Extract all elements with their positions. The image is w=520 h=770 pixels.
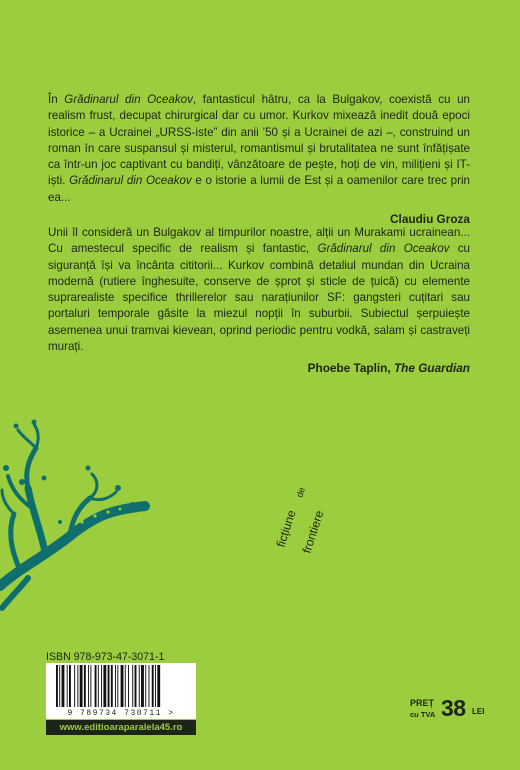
series-logo-line1: ficțiune bbox=[273, 508, 299, 549]
barcode-bar bbox=[149, 665, 150, 707]
barcode-bar bbox=[88, 665, 89, 707]
review-author: Phoebe Taplin, The Guardian bbox=[307, 361, 470, 376]
isbn: ISBN 978-973-47-3071-1 bbox=[46, 651, 165, 663]
barcode-bar bbox=[103, 665, 106, 707]
barcode-bar bbox=[135, 665, 137, 707]
review-text: În Grădinarul din Oceakov, fantasticul hâtru, ca la Bulgakov, coexistă cu un realism frust, decupat chirurgical dar cu umor. Kurkov mixează inedit două epoci istorice – a Ucrainei „URSS-iste” din anii ’50 și a Ucrainei de azi –, construind un roman în care suspansul și misterul, romantismul și brutalitatea ne sunt înfățișate ca într-un joc captivant cu bandiți, vânzătoare de pește, hoți de vin, milițieni și IT-iști. Grădinarul din Oceakov e o istorie a lumii de Est și a oamenilor care trec prin ea... bbox=[48, 93, 470, 204]
barcode-bar bbox=[141, 665, 144, 707]
barcode-bar bbox=[145, 665, 146, 707]
barcode-bar bbox=[90, 665, 91, 707]
barcode-bar bbox=[84, 665, 86, 707]
price-value: 38 bbox=[441, 695, 466, 721]
series-logo bbox=[262, 470, 352, 560]
barcode-bar bbox=[155, 665, 156, 707]
barcode-bar bbox=[77, 665, 78, 707]
barcode-bar bbox=[125, 665, 126, 707]
barcode-bar bbox=[80, 665, 83, 707]
price-currency: LEI bbox=[472, 707, 485, 716]
barcode-bar bbox=[62, 665, 65, 707]
barcode-bar bbox=[74, 665, 75, 707]
barcode-bar bbox=[152, 665, 154, 707]
barcode-bar bbox=[59, 665, 60, 707]
price-vat-label: cu TVA bbox=[410, 710, 436, 719]
review-guardian bbox=[48, 225, 470, 377]
barcode-bar bbox=[117, 665, 118, 707]
barcode-bar bbox=[115, 665, 116, 707]
barcode-bar bbox=[56, 665, 58, 707]
barcode-bar bbox=[128, 665, 129, 707]
barcode-bar bbox=[67, 665, 68, 707]
barcode-bar bbox=[101, 665, 102, 707]
review-text: Unii îl consideră un Bulgakov al timpurilor noastre, alții un Murakami ucrainean... Cu amestecul specific de realism și fantastic, Grădinarul din Oceakov cu siguranță își va încânta cititorii... Kurkov combină detaliul mundan din Ucraina modernă (rutiere înghesuite, conserve de șprot și sticle de țuică) cu elemente suprarealiste specifice thrillerelor sau narațiunilor SF: gangsteri cuțitari sau portaluri temporale găsite la miezul nopții în suburbii. Subiectul șerpuiește asemenea unui tramvai kievean, oprind periodic pentru vodkă, salam și castraveți murați. bbox=[48, 226, 471, 354]
review-claudiu-groza bbox=[48, 92, 470, 227]
barcode-bar bbox=[69, 665, 71, 707]
price-tag bbox=[410, 694, 500, 734]
review-author: Claudiu Groza bbox=[390, 212, 470, 227]
barcode-bar bbox=[121, 665, 124, 707]
barcode-digits: 9 789734 730711 > bbox=[67, 709, 175, 718]
barcode-bar bbox=[157, 665, 160, 707]
barcode-bar bbox=[95, 665, 97, 707]
price-label: PREȚ bbox=[410, 698, 435, 708]
barcode-bar bbox=[132, 665, 133, 707]
barcode-bar bbox=[139, 665, 140, 707]
barcode-bar bbox=[98, 665, 99, 707]
barcode-bar bbox=[108, 665, 110, 707]
publisher-website[interactable]: www.editioaraparalela45.ro bbox=[46, 720, 196, 735]
series-logo-line3: frontiere bbox=[299, 508, 327, 555]
series-logo-line2: de bbox=[294, 486, 307, 499]
barcode-bar bbox=[111, 665, 113, 707]
barcode bbox=[46, 663, 196, 719]
coral-plant-illustration bbox=[0, 418, 150, 618]
